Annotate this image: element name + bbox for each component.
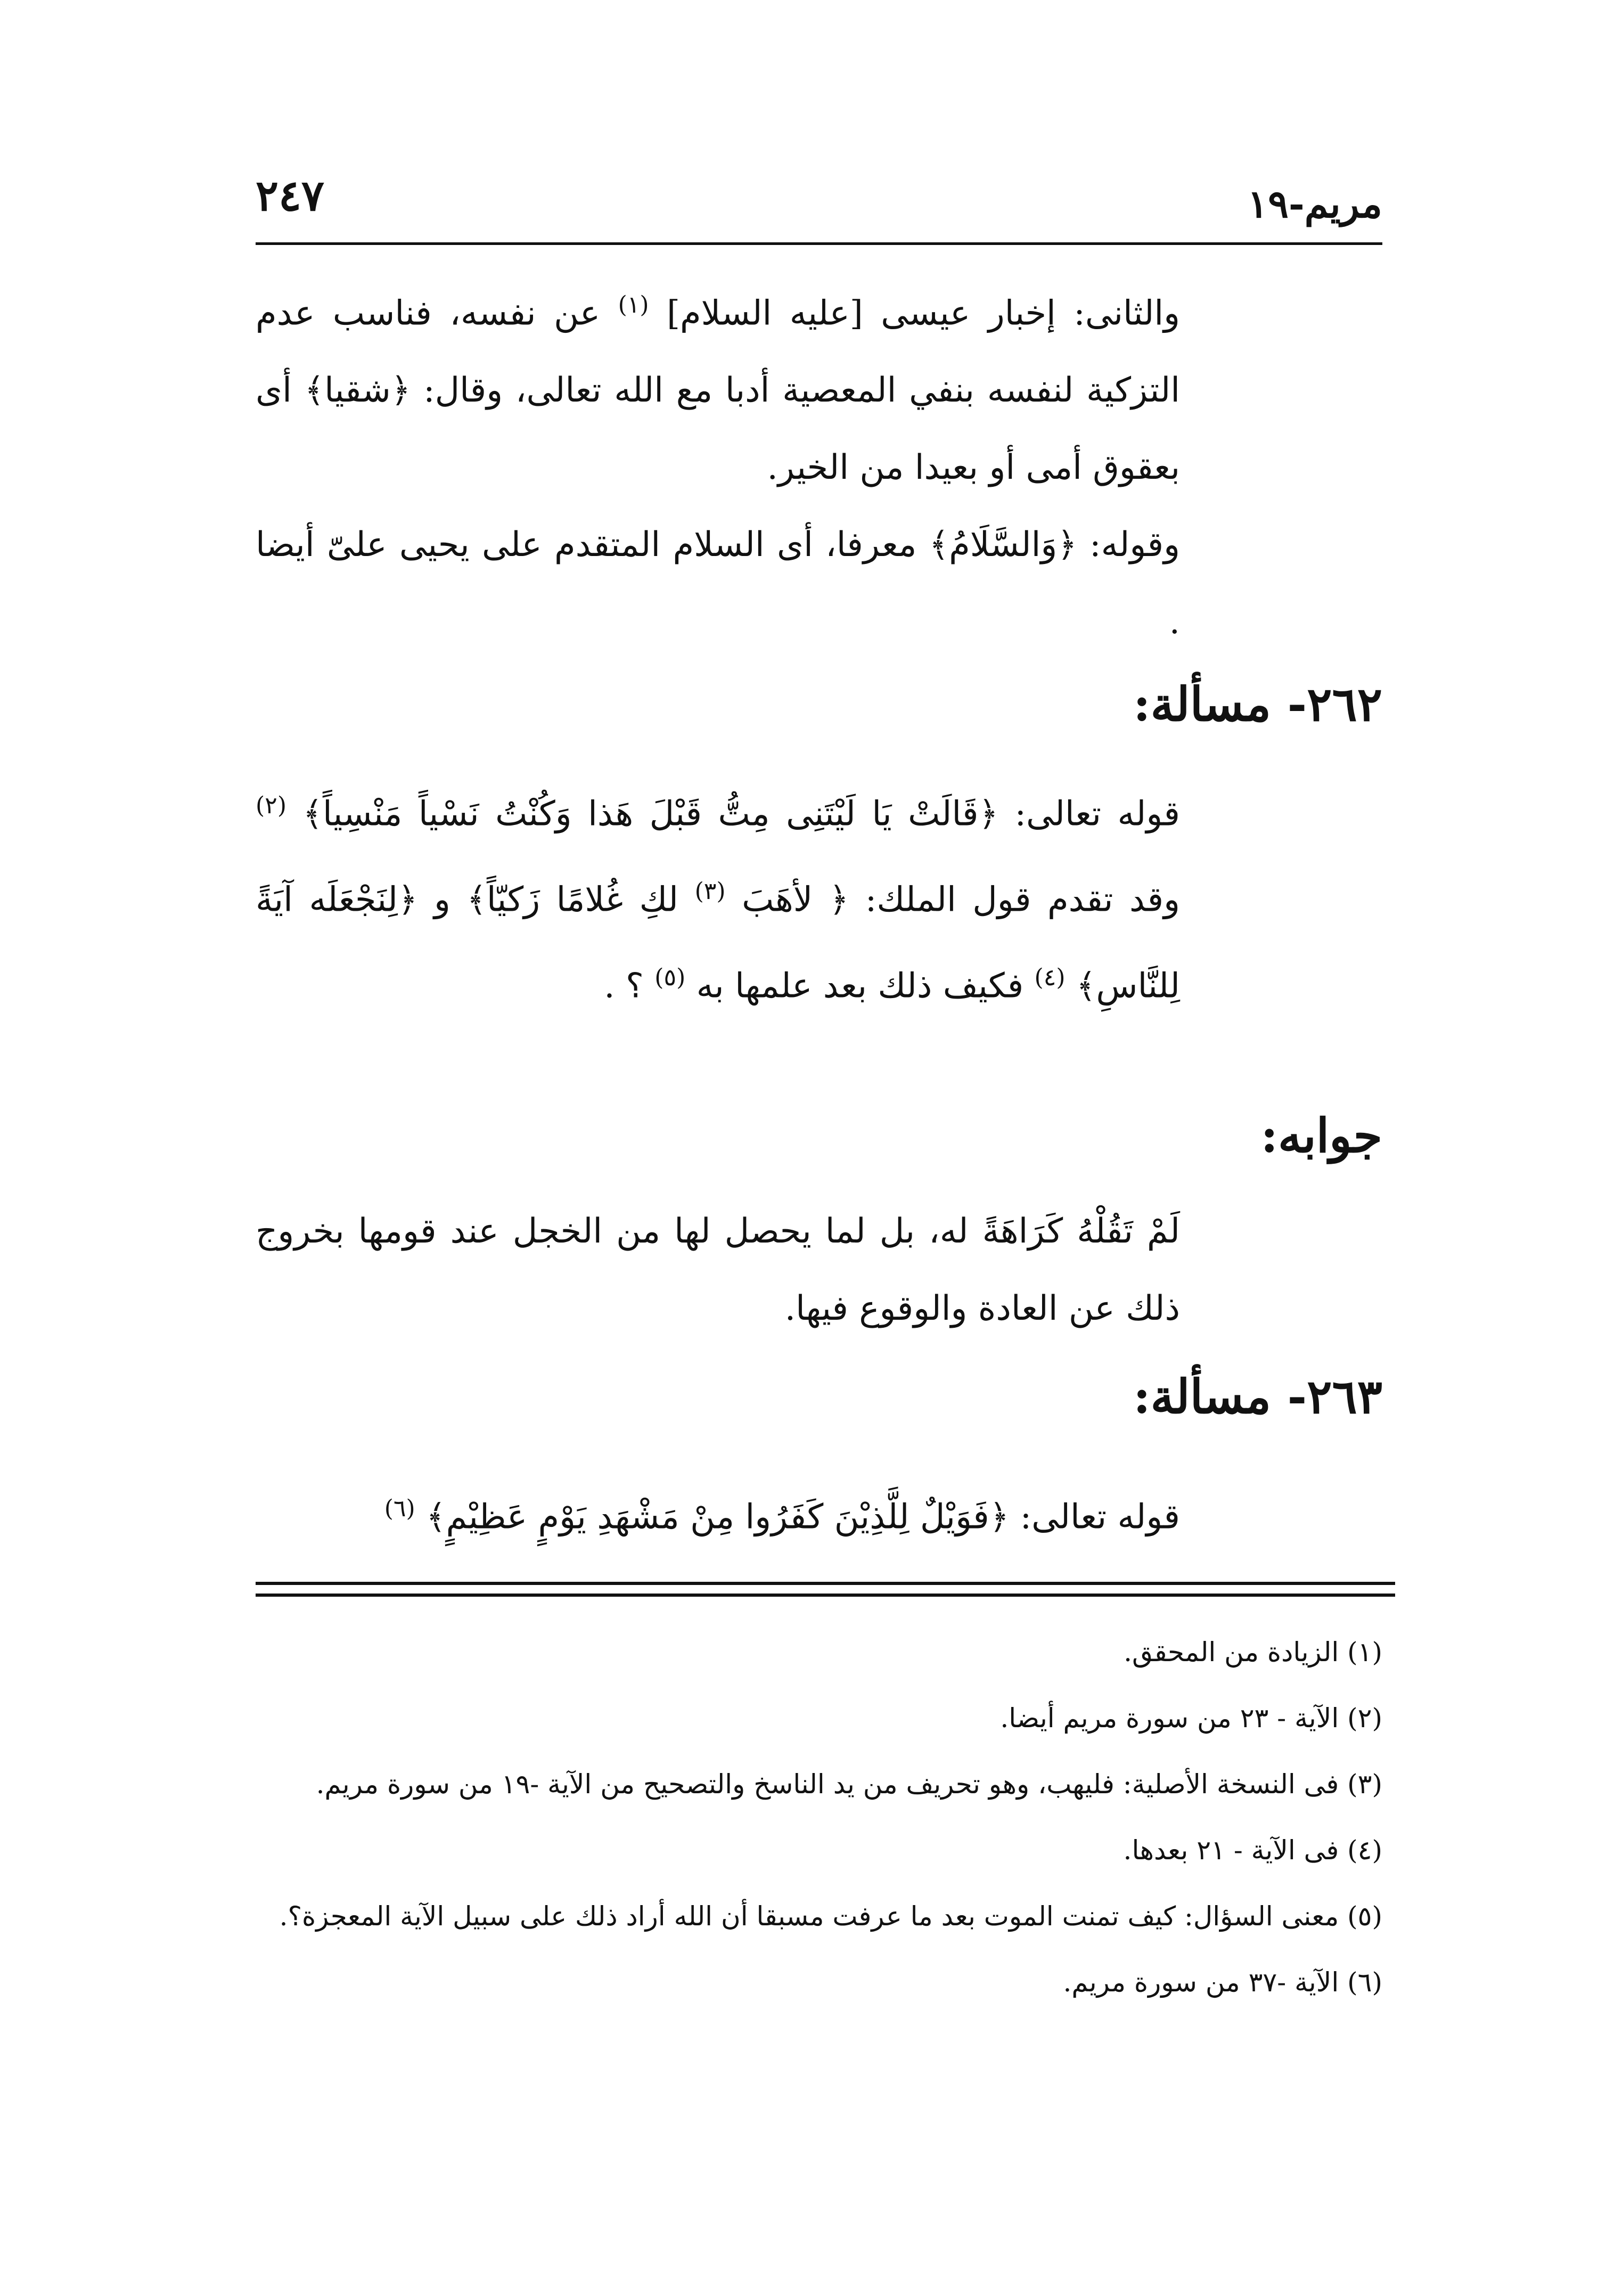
footnote-2: (٢) الآية - ٢٣ من سورة مريم أيضا. [1000,1703,1382,1734]
page-number: ٢٤٧ [256,170,324,220]
paragraph-1-start: والثانى: إخبار عيسى [عليه السلام] [667,293,1181,333]
paragraph-1 [256,266,1180,506]
question-263-main: قوله تعالى: ﴿فَوَيْلٌ لِلَّذِيْنَ كَفَرُوا مِنْ مَشْهَدِ يَوْمٍ عَظِيْمٍ﴾ [426,1497,1180,1537]
paragraph-2: وقوله: ﴿وَالسَّلَامُ﴾ معرفا، أى السلام المتقدم على يحيى علىّ أيضا . [256,525,1180,642]
footnote-ref-3: (٣) [694,878,726,905]
footnotes [256,1619,1382,2015]
footnote-4: (٤) فى الآية - ٢١ بعدها. [1123,1835,1382,1866]
question-262-part-5: ؟ . [604,966,644,1006]
header-rule [256,242,1382,245]
paragraph-1-rest: عن نفسه، فناسب عدم التزكية لنفسه بنفي المعصية أدبا مع الله تعالى، وقال: ﴿شقيا﴾ أى بعقوق أمى أو بعيدا من الخير. [256,293,1181,488]
footnote-6: (٦) الآية -٣٧ من سورة مريم. [1063,1967,1382,1998]
footnote-ref-1: (١) [618,291,649,318]
footnote-ref-6: (٦) [384,1495,415,1522]
footnote-ref-4: (٤) [1034,963,1066,991]
question-263-text [256,1470,1180,1556]
question-263-heading: ٢٦٣- مسألة: [1133,1369,1382,1424]
answer-262-text [256,1193,1180,1347]
question-262-heading: ٢٦٢- مسألة: [1133,676,1382,732]
question-263-paragraph [256,1470,1180,1556]
opening-paragraphs [256,266,1180,661]
footnote-ref-2: (٢) [256,792,286,819]
footnote-1: (١) الزيادة من المحقق. [1124,1637,1382,1668]
question-262-part-2: وقد تقدم قول الملك: ﴿ لأهَبَ [742,880,1181,920]
footnote-ref-5: (٥) [654,963,686,991]
answer-heading: جوابه: [1260,1108,1382,1163]
answer-262-paragraph: لَمْ تَقُلْهُ كَرَاهَةً له، بل لما يحصل لها من الخجل عند قومها بخروج ذلك عن العادة والوقوع فيها. [256,1212,1180,1328]
question-262-text [256,767,1180,1025]
question-262-paragraph [256,767,1180,1025]
footnote-3: (٣) فى النسخة الأصلية: فليهب، وهو تحريف من يد الناسخ والتصحيح من الآية -١٩ من سورة مريم. [316,1769,1382,1800]
question-262-part-1: قوله تعالى: ﴿قَالَتْ يَا لَيْتَنِى مِتُّ قَبْلَ هَذا وَكُنْتُ نَسْياً مَنْسِياً﴾ [302,794,1181,834]
question-262-part-3: لكِ غُلامًا زَكيّاً﴾ و ﴿لِنَجْعَلَه آيَةً لِلنَّاسِ﴾ [256,880,1180,1006]
footnote-separator [256,1582,1395,1597]
footnote-5: (٥) معنى السؤال: كيف تمنت الموت بعد ما عرفت مسبقا أن الله أراد ذلك على سبيل الآية المعجزة؟. [279,1901,1382,1932]
page-header [256,160,1382,240]
running-title: مريم-١٩ [1247,181,1382,226]
question-262-part-4: فكيف ذلك بعد علمها به [696,966,1024,1006]
